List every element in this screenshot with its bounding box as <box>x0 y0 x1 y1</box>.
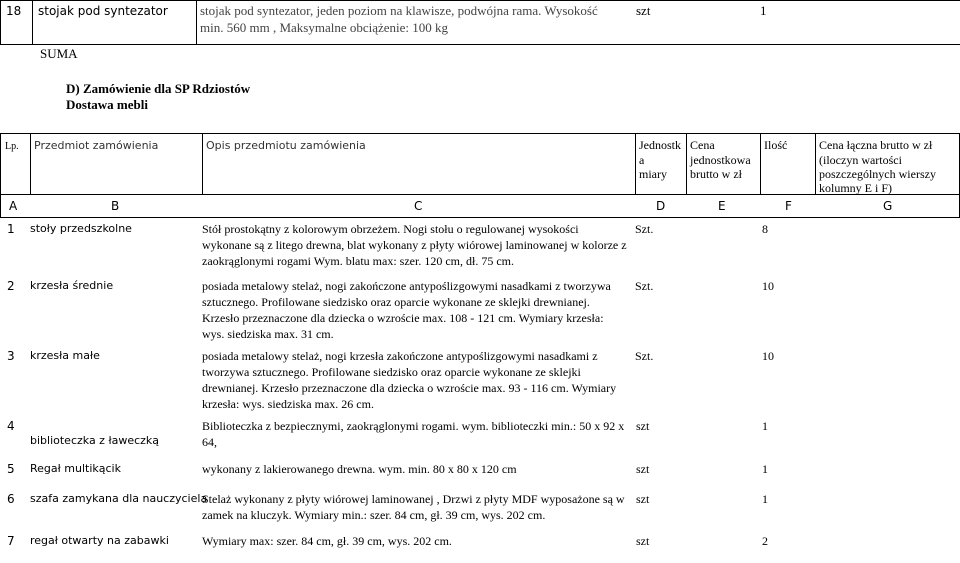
row-number: 1 <box>7 222 15 236</box>
row-desc-line: krzesła: wys. siedziska max. 26 cm. <box>202 397 374 411</box>
row-item-name: stoły przedszkolne <box>30 222 132 235</box>
column-letter-a: A <box>9 199 18 213</box>
row-quantity: 1 <box>762 492 768 506</box>
row-unit: szt <box>636 462 650 476</box>
header-total-line4: kolumny E i F) <box>819 181 893 195</box>
header-price-line1: Cena <box>690 138 715 152</box>
row-desc-line: Biblioteczka z bezpiecznymi, zaokrąglonymi rogami. wym. biblioteczki min.: 50 x 92 x <box>202 419 625 433</box>
column-letter-f: F <box>785 199 792 213</box>
section-subtitle: Dostawa mebli <box>66 97 148 112</box>
top-row-qty: 1 <box>760 3 767 18</box>
row-item-name: szafa zamykana dla nauczyciela <box>30 492 208 505</box>
row-quantity: 1 <box>762 419 768 433</box>
header-total-line3: poszczególnych wierszy <box>819 167 936 181</box>
header-price-line3: brutto w zł <box>690 167 742 181</box>
row-desc-line: drewnianej. Krzesło przeznaczone dla dziecka o wzroście max. 93 - 116 cm. Wymiary <box>202 381 617 395</box>
row-number: 2 <box>7 279 15 293</box>
row-desc-line: zaokrąglonymi rogami Wym. blatu max: szer. 120 cm, dł. 75 cm. <box>202 254 514 268</box>
row-desc-line: 64, <box>202 435 217 449</box>
row-number: 4 <box>7 419 15 433</box>
row-quantity: 10 <box>762 349 774 363</box>
row-unit: szt <box>636 534 650 548</box>
row-desc-line: wykonane są z litego drewna, blat wykonany z płyty wiórowej laminowanej w kolorze z <box>202 238 627 252</box>
row-desc-line: wykonany z lakierowanego drewna. wym. min. 80 x 80 x 120 cm <box>202 462 517 476</box>
row-quantity: 8 <box>762 222 768 236</box>
row-desc-line: tworzywa sztucznego. Profilowane siedzisko oraz oparcie wykonane ze sklejki <box>202 365 581 379</box>
header-unit-line3: miary <box>639 167 667 181</box>
header-total-line2: (iloczyn wartości <box>819 153 902 167</box>
row-item-name: Regał multikącik <box>30 462 121 475</box>
row-desc-line: wys. siedziska max. 31 cm. <box>202 327 334 341</box>
row-quantity: 2 <box>762 534 768 548</box>
row-item-name: biblioteczka z ławeczką <box>30 434 160 447</box>
row-desc-line: posiada metalowy stelaż, nogi krzesła zakończone antypoślizgowymi nasadkami z <box>202 349 598 363</box>
row-desc-line: posiada metalowy stelaż, nogi zakończone antypoślizgowymi nasadkami z tworzywa <box>202 279 611 293</box>
section-title: D) Zamówienie dla SP Rdziostów <box>66 81 251 96</box>
column-letter-d: D <box>656 199 666 213</box>
suma-label: SUMA <box>40 46 78 61</box>
row-desc-line: sztucznego. Profilowane siedzisko oraz oparcie wykonane ze sklejki drewnianej. <box>202 295 590 309</box>
row-unit: szt <box>636 492 650 506</box>
row-number: 5 <box>7 462 15 476</box>
row-number: 7 <box>7 534 15 548</box>
header-description: Opis przedmiotu zamówienia <box>206 139 366 152</box>
row-item-name: regał otwarty na zabawki <box>30 534 169 547</box>
header-lp: Lp. <box>5 141 19 152</box>
row-desc-line: Stół prostokątny z kolorowym obrzeżem. Nogi stołu o regulowanej wysokości <box>202 222 579 236</box>
row-desc-line: Wymiary max: szer. 84 cm, gł. 39 cm, wys. 202 cm. <box>202 534 452 548</box>
top-row-desc-line2: min. 560 mm , Maksymalne obciążenie: 100 kg <box>200 20 449 35</box>
column-letter-b: B <box>111 199 120 213</box>
header-unit-line2: a <box>639 153 645 167</box>
header-item: Przedmiot zamówienia <box>34 139 159 152</box>
row-desc-line: Krzesło przeznaczone dla dziecka o wzroście max. 108 - 121 cm. Wymiary krzesła: <box>202 311 604 325</box>
row-number: 6 <box>7 492 15 506</box>
header-total-line1: Cena łączna brutto w zł <box>819 138 933 152</box>
column-letter-e: E <box>718 199 726 213</box>
row-number: 3 <box>7 349 15 363</box>
row-quantity: 10 <box>762 279 774 293</box>
row-desc-line: zamek na kluczyk. Wymiary min.: szer. 84 cm, gł. 39 cm, wys. 202 cm. <box>202 508 546 522</box>
row-item-name: krzesła średnie <box>30 279 114 292</box>
top-row-desc-line1: stojak pod syntezator, jeden poziom na klawisze, podwójna rama. Wysokość <box>200 3 598 18</box>
header-unit-line1: Jednostk <box>639 138 681 152</box>
row-desc-line: Stelaż wykonany z płyty wiórowej laminowanej , Drzwi z płyty MDF wyposażone są w <box>202 492 625 506</box>
column-letter-g: G <box>883 199 893 213</box>
header-price-line2: jednostkowa <box>690 153 751 167</box>
row-unit: Szt. <box>635 222 654 236</box>
row-unit: Szt. <box>635 349 654 363</box>
row-unit: Szt. <box>635 279 654 293</box>
row-quantity: 1 <box>762 462 768 476</box>
row-unit: szt <box>636 419 650 433</box>
top-row-unit: szt <box>636 3 651 18</box>
row-item-name: krzesła małe <box>30 349 100 362</box>
top-row-number: 18 <box>6 4 22 18</box>
top-row-name: stojak pod syntezator <box>38 4 168 18</box>
header-quantity: Ilość <box>764 138 788 152</box>
column-letter-c: C <box>414 199 423 213</box>
